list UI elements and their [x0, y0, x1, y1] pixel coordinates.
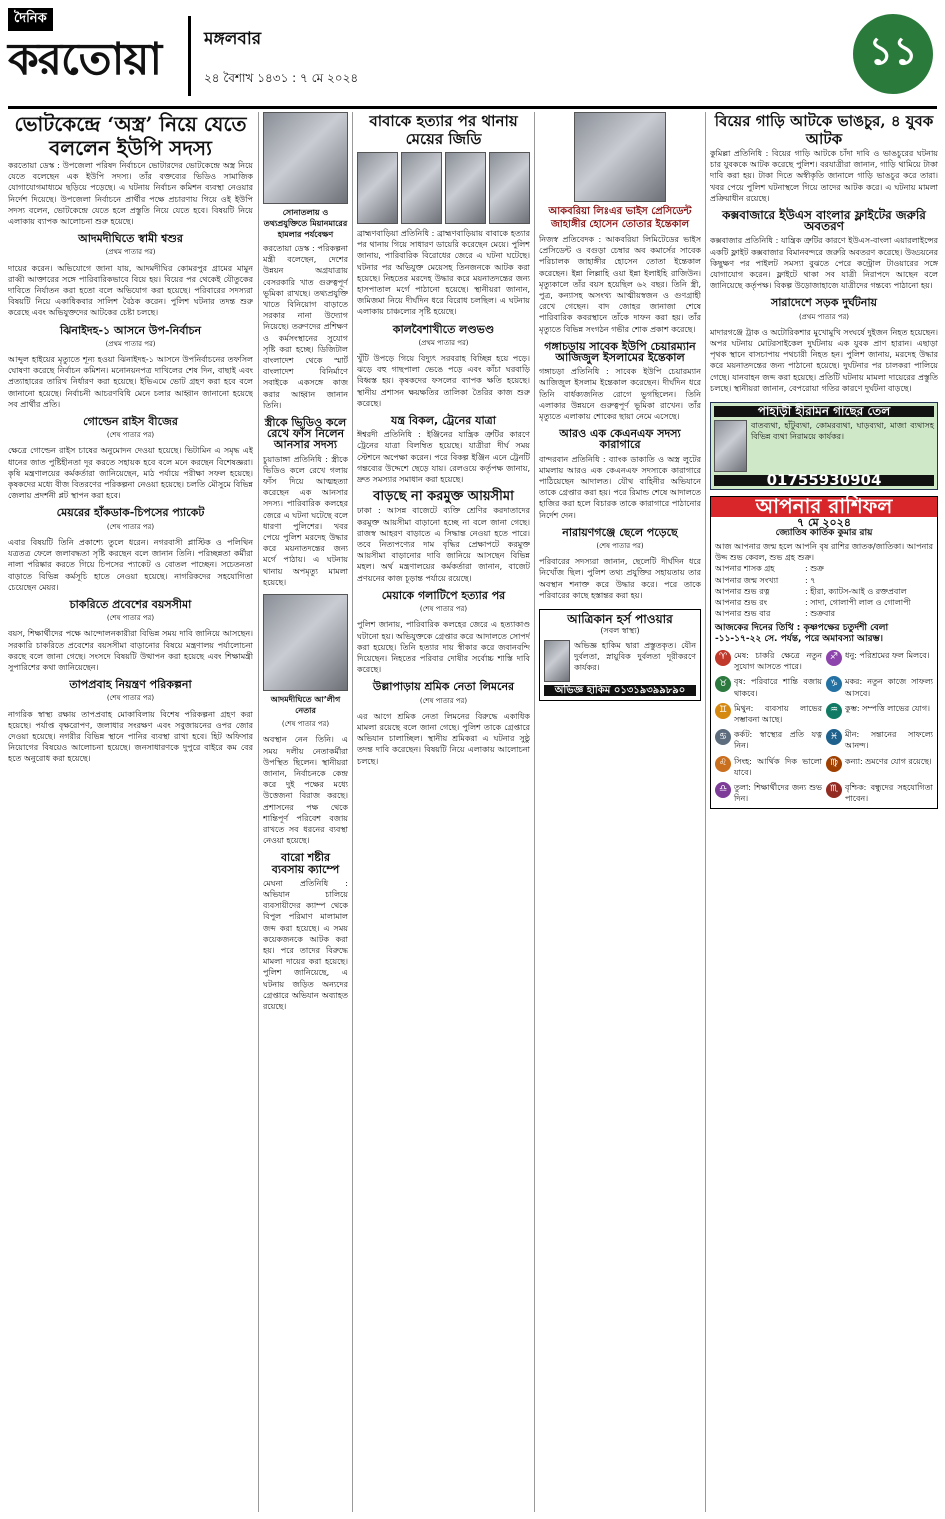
subhead: বাড়ছে না করমুক্ত আয়সীমা: [373, 489, 514, 505]
continuation-note: (প্রথম পাতার পর): [105, 339, 156, 348]
tithi-sub: -১১-১৭-২২ সে. পর্যন্ত, পরে অমাবস্যা আরম্ভ।: [715, 633, 883, 644]
taurus-icon: ♉: [715, 676, 731, 692]
pisces-icon: ♓: [826, 729, 842, 745]
zodiac-item: ♒ কুম্ভ: সম্পত্তি লাভের যোগ।: [826, 703, 933, 725]
article-body: মাদারগঞ্জে ট্রাক ও অটোরিকশার মুখোমুখি সংঘর্ষে দুইজন নিহত হয়েছেন। অপর ঘটনায় মোটরসাইকেল দুর্ঘটনায় এক যুবক প্রাণ হারান। এছাড়া পৃথক স্থানে বাসচাপায় পথচারী নিহত হন। পুলিশ জানায়, মরদেহ উদ্ধার করে ময়নাতদন্তের জন্য পাঠানো হয়েছে। দুর্ঘটনার পর চালকরা পালিয়ে গেছে। যানবাহন জব্দ করা হয়েছে। প্রতিটি ঘটনায় মামলা দায়েরের প্রস্তুতি চলছে। স্থানীয়রা জানান, বেপরোয়া গতির কারণে দুর্ঘটনা বাড়ছে।: [710, 327, 938, 393]
news-photo: [263, 112, 348, 204]
continuation-note: (শেষ পাতার পর): [106, 431, 155, 440]
article-body: করতোয়া ডেস্ক : পরিকল্পনা মন্ত্রী বলেছেন, দেশের উন্নয়ন অগ্রযাত্রায় বেসরকারি খাত গুরুত্বপূর্ণ ভূমিকা রাখছে। তথ্যপ্রযুক্তি খাতে বিনিয়োগ বাড়াতে সরকার নানা উদ্যোগ নিয়েছে। তরুণদের প্রশিক্ষণ ও কর্মসংস্থানের সুযোগ সৃষ্টি করা হচ্ছে। ডিজিটাল বাংলাদেশ থেকে স্মার্ট বাংলাদেশ বিনির্মাণে সবাইকে একসঙ্গে কাজ করার আহ্বান জানান তিনি।: [263, 244, 348, 410]
headline-wedding-car: বিয়ের গাড়ি আটকে ভাঙচুর, ৪ যুবক আটক: [714, 112, 934, 148]
photo-strip: [357, 152, 530, 224]
subhead: চাকরিতে প্রবেশের বয়সসীমা: [69, 597, 192, 611]
date-line: ২৪ বৈশাখ ১৪৩১ : ৭ মে ২০২৪: [204, 71, 359, 85]
subhead: গঙ্গাচড়ায় সাবেক ইউপি চেয়ারম্যান আজিজুল ইসলামের ইন্তেকাল: [544, 339, 696, 365]
lucky-row: আপনার শাসক গ্রহ : শুক্র: [715, 564, 824, 574]
article-body: এবার বিষয়টি তিনি প্রকাশ্যে তুলে ধরেন। নগরবাসী প্লাস্টিক ও পলিথিন যত্রতত্র ফেলে জলাবদ্ধতা সৃষ্টি করছেন বলে জানান তিনি। পরিচ্ছন্নতা কর্মীরা নালা পরিষ্কার করতে গিয়ে চিপসের প্যাকেট ও বোতল পাচ্ছেন। সচেতনতা বাড়াতে বিভিন্ন কর্মসূচি হাতে নেওয়া হয়েছে। নাগরিকদের সহযোগিতা চেয়েছেন মেয়র।: [8, 537, 253, 592]
ad-phone: 01755930904: [714, 475, 934, 486]
subhead: বারো শষ্টীর ব্যবসায় ক্যাম্পে: [271, 851, 340, 876]
article-body: আব্দুল হাইয়ের মৃত্যুতে শূন্য হওয়া ঝিনাইদহ-১ আসনে উপনির্বাচনের তফসিল ঘোষণা করেছে নির্বাচন কমিশন। মনোনয়নপত্র দাখিলের শেষ দিন, বাছাই এবং প্রত্যাহারের তারিখ নির্ধারণ করা হয়েছে। ইভিএমে ভোট গ্রহণ করা হবে বলে জানানো হয়েছে। নির্বাচনী আচরণবিধি মেনে চলার আহ্বান জানানো হয়েছে সব প্রার্থীর প্রতি।: [8, 355, 253, 409]
horoscope-date: ৭ মে ২০২৪: [797, 515, 851, 529]
article-body: বান্দরবান প্রতিনিধি : ব্যাংক ডাকাতি ও অস্ত্র লুটের মামলায় আরও এক কেএনএফ সদস্যকে কারাগারে পাঠিয়েছেন আদালত। যৌথ বাহিনীর অভিযানে তাকে গ্রেপ্তার করা হয়। পরে রিমান্ড শেষে আদালতে হাজির করা হলে বিচারক তাকে কারাগারে পাঠানোর নির্দেশ দেন।: [539, 454, 701, 520]
continuation-note: (শেষ পাতার পর): [419, 696, 468, 705]
column-rule: [534, 112, 535, 1512]
article-body: পুলিশ জানায়, পারিবারিক কলহের জেরে এ হত্যাকাণ্ড ঘটানো হয়। অভিযুক্তকে গ্রেপ্তার করে আদালতে সোপর্দ করা হয়েছে। তিনি হত্যার দায় স্বীকার করে জবানবন্দি দিয়েছেন। নিহতের পরিবার দোষীর সর্বোচ্চ শাস্তি দাবি করেছে।: [357, 620, 530, 675]
zodiac-item: ♏ বৃশ্চিক: বন্ধুদের সহযোগিতা পাবেন।: [826, 782, 933, 804]
zodiac-item: ♓ মীন: সন্তানের সাফল্যে আনন্দ।: [826, 729, 933, 751]
zodiac-item: ♉ বৃষ: পরিবারে শান্তি বজায় থাকবে।: [715, 676, 822, 698]
continuation-note: (শেষ পাতার পর): [106, 614, 155, 623]
article-body: নাগরিক স্বাস্থ্য রক্ষায় তাপপ্রবাহ মোকাবিলায় বিশেষ পরিকল্পনা গ্রহণ করা হয়েছে। পর্যাপ্ত বৃক্ষরোপণ, জলাধার সংরক্ষণ এবং সবুজায়নের ওপর জোর দেওয়া হয়েছে। নগরীর বিভিন্ন স্থানে পানির ব্যবস্থা রাখা হবে। হিট অফিসার নিয়োগের বিষয়েও আলোচনা হয়েছে। জনসাধারণকে দুপুরে বাইরে কম বের হতে অনুরোধ করা হয়েছে।: [8, 709, 253, 764]
horoscope-title: আপনার রাশিফল: [711, 497, 937, 516]
ad-body: অভিজ্ঞ হাকিম দ্বারা প্রস্তুতকৃত। যৌন দুর্বলতা, স্নায়ুবিক দুর্বলতা দূরীকরণে কার্যকর।: [574, 640, 696, 672]
subhead: স্ত্রীকে ভিডিও কলে রেখে ফাঁস নিলেন আনসার সদস্য: [264, 416, 347, 452]
zodiac-item: ♌ সিংহ: আর্থিক দিক ভালো যাবে।: [715, 756, 822, 778]
article-body: খুঁটি উপড়ে গিয়ে বিদ্যুৎ সরবরাহ বিচ্ছিন্ন হয়ে পড়ে। ঝড়ে বহু গাছপালা ভেঙে পড়ে এবং কাঁচা ঘরবাড়ি বিধ্বস্ত হয়। কৃষকদের ফসলের ব্যাপক ক্ষতি হয়েছে। স্থানীয় প্রশাসন ক্ষয়ক্ষতির তালিকা তৈরির কাজ শুরু করেছে।: [357, 354, 530, 408]
article-body: গঙ্গাচড়া প্রতিনিধি : সাবেক ইউপি চেয়ারম্যান আজিজুল ইসলাম ইন্তেকাল করেছেন। দীর্ঘদিন ধরে তিনি বার্ধক্যজনিত রোগে ভুগছিলেন। তিনি এলাকার উন্নয়নে গুরুত্বপূর্ণ ভূমিকা রাখেন। তাঁর মৃত্যুতে এলাকায় শোকের ছায়া নেমে এসেছে।: [539, 367, 701, 422]
continuation-note: (শেষ পাতার পর): [106, 522, 155, 531]
column-4: [539, 112, 701, 1507]
headline-vote-weapon: ভোটকেন্দ্রে ‘অস্ত্র’ নিয়ে যেতে বললেন ইউপি সদস্য: [14, 112, 247, 160]
leo-icon: ♌: [715, 756, 731, 772]
scorpio-icon: ♏: [826, 782, 842, 798]
ad-title: পাহাড়ী হীরামন গাছের তেল: [714, 406, 934, 417]
column-rule: [705, 112, 706, 1512]
ad-phone: অভিজ্ঞ হাকিম ০১৩১৯৩৯৯৮৯০: [544, 685, 696, 696]
article-body: ঢাকা : আসন্ন বাজেটে ব্যক্তি শ্রেণির করদাতাদের করমুক্ত আয়সীমা বাড়ানো হচ্ছে না বলে জানা গেছে। রাজস্ব আহরণ বাড়াতে এ সিদ্ধান্ত নেওয়া হতে পারে। তবে নিত্যপণ্যের দাম বৃদ্ধির প্রেক্ষাপটে করমুক্ত আয়সীমা বাড়ানোর দাবি জানিয়ে আসছেন বিভিন্ন মহল। অর্থ মন্ত্রণালয়ের কর্মকর্তারা জানান, বাজেট প্রণয়নের কাজ চূড়ান্ত পর্যায়ে রয়েছে।: [357, 506, 530, 583]
zodiac-grid: [715, 648, 933, 806]
continuation-note: (শেষ পাতার পর): [106, 694, 155, 703]
continuation-note: (প্রথম পাতার পর): [105, 248, 156, 257]
masthead-divider: [188, 16, 191, 96]
zodiac-item: ♊ মিথুন: ব্যবসায় লাভের সম্ভাবনা আছে।: [715, 703, 822, 725]
news-photo: [357, 152, 398, 224]
horoscope-intro: আজ আপনার জন্ম হলে আপনি বৃষ রাশির জাতক/জাতিকা। আপনার উদ্দ শুভ কেবল, শুভ গ্রহ শুক্র।: [715, 542, 933, 563]
horse-image: [544, 640, 570, 682]
zodiac-item: ♈ মেষ: চাকরি ক্ষেত্রে নতুন সুযোগ আসতে পারে।: [715, 650, 822, 672]
paper-name-small: দৈনিক: [8, 8, 53, 31]
article-body: এর আগে শ্রমিক নেতা লিমনের বিরুদ্ধে একাধিক মামলা রয়েছে বলে জানা গেছে। পুলিশ তাকে গ্রেপ্তারে অভিযান চালাচ্ছিল। স্থানীয় শ্রমিকরা এ ঘটনার সুষ্ঠু তদন্ত দাবি করেছেন। বিষয়টি নিয়ে এলাকায় আলোচনা চলছে।: [357, 711, 530, 766]
news-photo: [445, 152, 486, 224]
zodiac-item: ♍ কন্যা: ভ্রমণের যোগ রয়েছে।: [826, 756, 933, 778]
continuation-note: (শেষ পাতার পর): [596, 542, 644, 551]
subhead: উল্লাপাড়ায় শ্রমিক নেতা লিমনের: [372, 680, 515, 694]
article-body: অবস্থান নেন তিনি। এ সময় দলীয় নেতাকর্মীরা উপস্থিত ছিলেন। স্থানীয়রা জানান, নির্বাচনকে কেন্দ্র করে দুই পক্ষের মধ্যে উত্তেজনা বিরাজ করছে। প্রশাসনের পক্ষ থেকে শান্তিপূর্ণ পরিবেশ বজায় রাখতে সব ধরনের ব্যবস্থা নেওয়া হয়েছে।: [263, 735, 348, 846]
masthead: [8, 6, 937, 109]
news-photo: [401, 152, 442, 224]
obituary-headline: আকবরিয়া লিঃএর ভাইস প্রেসিডেন্ট জাহাঙ্গীর হোসেন তোতার ইন্তেকাল: [548, 206, 692, 230]
tithi-title: আজকের দিনের তিথি : কৃষ্ণপক্ষের চতুর্দশী বেলা: [715, 622, 889, 633]
zodiac-item: ♎ তুলা: শিক্ষার্থীদের জন্য শুভ দিন।: [715, 782, 822, 804]
ad-title: আত্রিকান হর্স পাওয়ার: [567, 612, 673, 627]
article-body: বয়স, শিক্ষার্থীদের পক্ষে আন্দোলনকারীরা বিভিন্ন সময় দাবি জানিয়ে আসছেন। সরকারি চাকরিতে প্রবেশের বয়সসীমা বাড়ানোর বিষয়ে মন্ত্রণালয় পর্যালোচনা করছে বলে জানা গেছে। সংসদে বিষয়টি উত্থাপন করা হয়েছে এবং শিক্ষামন্ত্রী সুপারিশের কথা জানিয়েছেন।: [8, 629, 253, 672]
hiraman-oil-ad: [710, 402, 938, 490]
article-body: চুয়াডাঙ্গা প্রতিনিধি : স্ত্রীকে ভিডিও কলে রেখে গলায় ফাঁস দিয়ে আত্মহত্যা করেছেন এক আনসার সদস্য। পারিবারিক কলহের জেরে এ ঘটনা ঘটেছে বলে ধারণা পুলিশের। খবর পেয়ে পুলিশ মরদেহ উদ্ধার করে ময়নাতদন্তের জন্য মর্গে পাঠায়। এ ঘটনায় থানায় অপমৃত্যু মামলা হয়েছে।: [263, 454, 348, 587]
subhead: ঝিনাইদহ-১ আসনে উপ-নির্বাচন: [59, 323, 202, 337]
article-body: নিজস্ব প্রতিবেদক : আকবরিয়া লিমিটেডের ভাইস প্রেসিডেন্ট ও বগুড়া চেম্বার অব কমার্সের সাবেক পরিচালক জাহাঙ্গীর হোসেন তোতা ইন্তেকাল করেছেন। ইন্না লিল্লাহি ওয়া ইন্না ইলাইহি রাজিউন। মৃত্যুকালে তাঁর বয়স হয়েছিল ৬২ বছর। তিনি স্ত্রী, পুত্র, কন্যাসহ অসংখ্য আত্মীয়স্বজন ও গুণগ্রাহী রেখে গেছেন। বাদ জোহর জানাজা শেষে পারিবারিক কবরস্থানে তাঁকে দাফন করা হয়। তাঁর মৃত্যুতে বিভিন্ন সংগঠন গভীর শোক প্রকাশ করেছে।: [539, 235, 701, 334]
column-2: [263, 112, 348, 1507]
subhead: আদমদীঘিতে স্বামী শ্বশুর: [78, 232, 183, 246]
news-photo: [489, 152, 530, 224]
gemini-icon: ♊: [715, 703, 731, 719]
article-body: পরিবারের সদস্যরা জানান, ছেলেটি দীর্ঘদিন ধরে নিখোঁজ ছিল। পুলিশ তথ্য প্রযুক্তির সহায়তায় তার অবস্থান শনাক্ত করে উদ্ধার করে। পরে তাকে পরিবারের কাছে হস্তান্তর করা হয়।: [539, 557, 701, 600]
article-body: মেঘনা প্রতিনিধি : অভিযান চালিয়ে ব্যবসায়ীদের ক্যাম্প থেকে বিপুল পরিমাণ মালামাল জব্দ করা হয়েছে। এ সময় কয়েকজনকে আটক করা হয়। পরে তাদের বিরুদ্ধে মামলা দায়ের করা হয়েছে। পুলিশ জানিয়েছে, এ ঘটনায় জড়িত অন্যদের গ্রেপ্তারে অভিযান অব্যাহত রয়েছে।: [263, 878, 348, 1011]
ad-body: বাতব্যথা, হাঁটুব্যথা, কোমরব্যথা, ঘাড়ব্যথা, মাজা ব্যথাসহ বিভিন্ন ব্যথা নিরাময়ে কার্যকর।: [750, 421, 934, 442]
subhead: কালবৈশাখীতে লণ্ডভণ্ড: [392, 322, 495, 336]
column-3: [357, 112, 530, 1507]
zodiac-item: ♐ ধনু: পরিশ্রমের ফল মিলবে।: [826, 650, 933, 672]
sagittarius-icon: ♐: [826, 650, 842, 666]
page-number-badge: ১১: [853, 14, 933, 94]
lucky-row: আপনার শুভ রং : সাদা, গোলাপী লাল ও গোলাপী: [715, 598, 911, 608]
subhead: কক্সবাজারে ইউএস বাংলার ফ্লাইটের জরুরি অবতরণ: [722, 208, 926, 234]
day-name: মঙ্গলবার: [204, 29, 262, 49]
article-body: ব্রাহ্মণবাড়িয়া প্রতিনিধি : ব্রাহ্মণবাড়িয়ায় বাবাকে হত্যার পর থানায় গিয়ে সাধারণ ডায়েরি করেছেন মেয়ে। পুলিশ জানায়, পারিবারিক বিরোধের জেরে এ ঘটনা ঘটেছে। ঘটনার পর অভিযুক্ত মেয়েসহ তিনজনকে আটক করা হয়েছে। নিহতের মরদেহ উদ্ধার করে ময়নাতদন্তের জন্য হাসপাতাল মর্গে পাঠানো হয়েছে। স্থানীয়রা জানান, জমিজমা নিয়ে দীর্ঘদিন ধরে বিরোধ চলছিল। এ ঘটনায় এলাকায় চাঞ্চল্যের সৃষ্টি হয়েছে।: [357, 229, 530, 317]
headline-father-murder: বাবাকে হত্যার পর থানায় মেয়ের জিডি: [369, 112, 518, 148]
portrait-photo: [574, 112, 666, 202]
horoscope-author: জ্যোতিষ কার্তিক কুমার রায়: [775, 527, 873, 538]
zodiac-item: ♑ মকর: নতুন কাজে সাফল্য আসবে।: [826, 676, 933, 698]
virgo-icon: ♍: [826, 756, 842, 772]
ad-subtitle: (সবল স্বাস্থ্য): [600, 626, 640, 636]
subhead: আরও এক কেএনএফ সদস্য কারাগারে: [559, 427, 681, 452]
aries-icon: ♈: [715, 650, 731, 666]
lucky-row: আপনার শুভ রত্ন : হীরা, ক্যাটস-আই ও রক্তপ্রবাল: [715, 586, 907, 596]
subhead: তাপপ্রবাহ নিয়ন্ত্রণ পরিকল্পনা: [69, 678, 192, 692]
subhead: নারায়ণগঞ্জে ছেলে পড়েছে: [562, 525, 678, 539]
column-5: [710, 112, 938, 1507]
capricorn-icon: ♑: [826, 676, 842, 692]
photo-caption: সোনাতলায় ও তথ্যপ্রযুক্তিতে মিয়ানমারের হামলার পর্যবেক্ষণ: [263, 208, 348, 239]
column-rule: [258, 112, 259, 1512]
article-body: ক্ষেত্রে গোল্ডেন রাইস চাষের অনুমোদন দেওয়া হয়েছে। ভিটামিন এ সমৃদ্ধ এই ধানের জাত পুষ্টিহীনতা দূর করতে সহায়ক হবে বলে মনে করছেন বিশেষজ্ঞরা। কৃষি মন্ত্রণালয়ের কর্মকর্তারা জানিয়েছেন, মাঠ পর্যায়ে পরীক্ষা সফল হয়েছে। কৃষকদের মধ্যে বীজ বিতরণের পরিকল্পনা নেওয়া হয়েছে। চলতি মৌসুমে বিভিন্ন জেলায় প্রদর্শনী প্লট স্থাপন করা হবে।: [8, 446, 253, 501]
paper-logo: করতোয়া: [8, 34, 162, 85]
article-body: করতোয়া ডেস্ক : উপজেলা পরিষদ নির্বাচনে ভোটারদের ভোটকেন্দ্রে অস্ত্র নিয়ে যেতে বলেছেন এক ইউপি সদস্য। তাঁর বক্তব্যের ভিডিও সামাজিক যোগাযোগমাধ্যমে ছড়িয়ে পড়েছে। এ ঘটনায় নির্বাচন কমিশন ব্যবস্থা নেওয়ার নির্দেশ দিয়েছে। উপজেলা নির্বাচনে প্রার্থীর পক্ষে প্রচারণায় গিয়ে ওই ইউপি সদস্য বলেন, ভোটকেন্দ্রে যেতে হলে প্রস্তুতি নিয়ে যেতে হবে। বিষয়টি নিয়ে এলাকায় ব্যাপক আলোচনা শুরু হয়েছে।: [8, 161, 253, 227]
horoscope-box: [710, 496, 938, 809]
lucky-row: আপনার শুভ বার : শুক্রবার: [715, 609, 835, 619]
continuation-note: (প্রথম পাতার পর): [418, 338, 469, 347]
lucky-list: [715, 563, 933, 619]
continuation-note: (শেষ পাতার পর): [419, 605, 468, 614]
subhead: গোল্ডেন রাইস বীজের: [83, 415, 178, 429]
ad-person-image: [714, 420, 747, 472]
continuation-note: (শেষ পাতার পর): [281, 720, 330, 729]
article-body: দায়ের করেন। অভিযোগে জানা যায়, আদমদীঘির কোমরপুর গ্রামের মামুন রাব্বী আক্তারের সঙ্গে পারিবারিকভাবে বিয়ে হয়। বিয়ের পর থেকেই যৌতুকের দাবিতে নির্যাতন করা হতো বলে অভিযোগ করা হয়েছে। পরিবারের সদস্যরা বিষয়টি নিয়ে একাধিকবার সালিশ বৈঠক করেন। পুলিশ ঘটনার তদন্ত শুরু করেছে এবং অভিযুক্তদের আটকের চেষ্টা চলছে।: [8, 263, 253, 318]
aquarius-icon: ♒: [826, 703, 842, 719]
lucky-row: আপনার জন্ম সংখ্যা : ৭: [715, 575, 816, 585]
subhead: যন্ত্র বিকল, ট্রেনের যাত্রা: [391, 414, 496, 428]
horse-power-ad: [539, 609, 701, 701]
article-body: কুমিল্লা প্রতিনিধি : বিয়ের গাড়ি আটকে চাঁদা দাবি ও ভাঙচুরের ঘটনায় চার যুবককে আটক করেছে পুলিশ। বরযাত্রীরা জানান, গাড়ি থামিয়ে টাকা দাবি করা হয়। টাকা দিতে অস্বীকৃতি জানালে গাড়ি ভাঙচুর করে তারা। খবর পেয়ে পুলিশ ঘটনাস্থলে গিয়ে তাদের আটক করে। এ ঘটনায় মামলা প্রক্রিয়াধীন রয়েছে।: [710, 149, 938, 203]
zodiac-item: ♋ কর্কট: স্বাস্থ্যের প্রতি যত্ন নিন।: [715, 729, 822, 751]
article-body: কক্সবাজার প্রতিনিধি : যান্ত্রিক ত্রুটির কারণে ইউএস-বাংলা এয়ারলাইন্সের একটি ফ্লাইট কক্সবাজার বিমানবন্দরে জরুরি অবতরণ করেছে। উড্ডয়নের কিছুক্ষণ পর পাইলট সমস্যা বুঝতে পেরে কন্ট্রোল টাওয়ারের সঙ্গে যোগাযোগ করেন। ফ্লাইটে থাকা সব যাত্রী নিরাপদে আছেন বলে জানিয়েছে কর্তৃপক্ষ। বিকল্প উড়োজাহাজে যাত্রীদের গন্তব্যে পাঠানো হয়।: [710, 236, 938, 291]
portrait-photo: [263, 594, 348, 691]
article-body: ঈশ্বরদী প্রতিনিধি : ইঞ্জিনের যান্ত্রিক ত্রুটির কারণে ট্রেনের যাত্রা বিলম্বিত হয়েছে। যাত্রীরা দীর্ঘ সময় স্টেশনে অপেক্ষা করেন। পরে বিকল্প ইঞ্জিন এনে ট্রেনটি গন্তব্যের উদ্দেশে ছেড়ে যায়। রেলওয়ে কর্তৃপক্ষ জানায়, দ্রুত সমস্যার সমাধান করা হয়েছে।: [357, 430, 530, 485]
cancer-icon: ♋: [715, 729, 731, 745]
subhead: সারাদেশে সড়ক দুর্ঘটনায়: [770, 296, 878, 310]
photo-caption: আদমদীঘিতে আ’লীগ নেতার: [270, 695, 341, 716]
column-rule: [352, 112, 353, 1512]
subhead: মেয়াকে গলাটিপে হত্যার পর: [381, 588, 506, 602]
subhead: মেয়রের হাঁকডাক-চিপসের প্যাকেট: [56, 506, 205, 520]
continuation-note: (প্রথম পাতার পর): [798, 312, 850, 321]
column-1: [8, 112, 253, 1507]
libra-icon: ♎: [715, 782, 731, 798]
